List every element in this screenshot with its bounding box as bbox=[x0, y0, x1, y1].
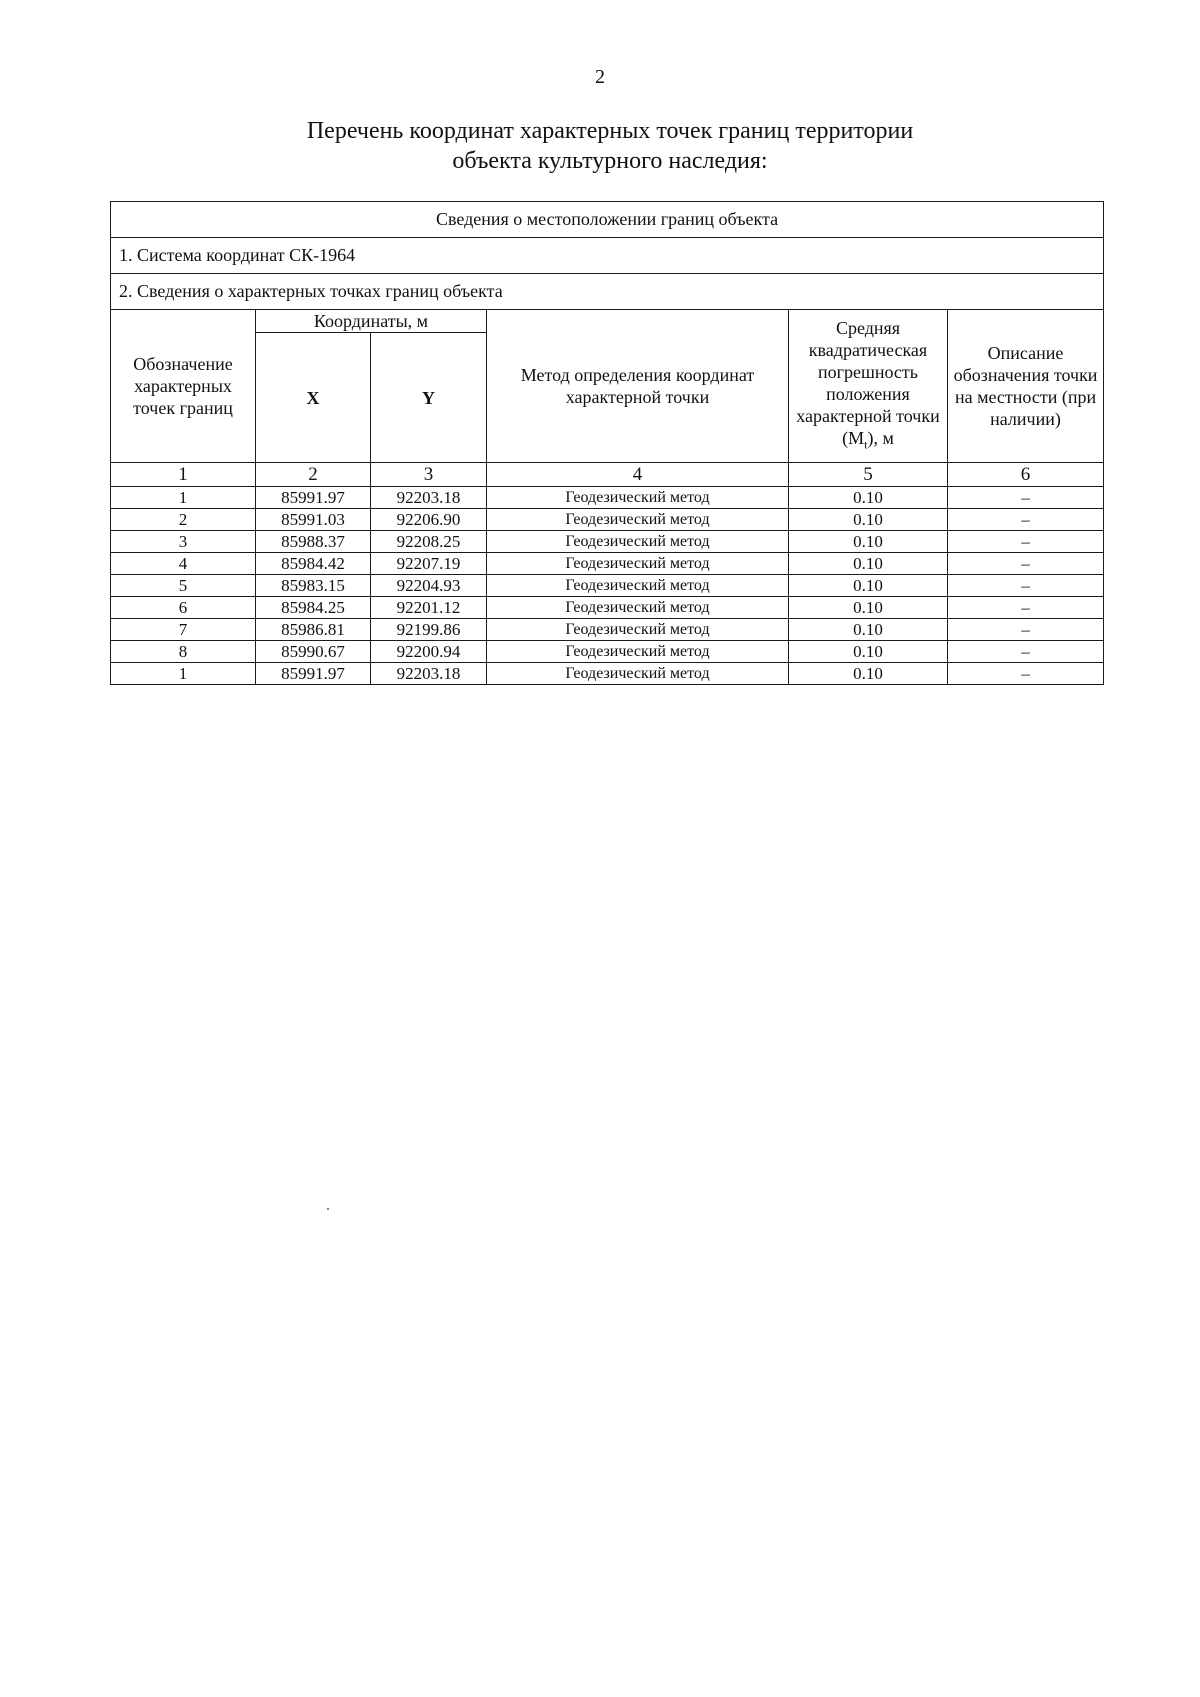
cell-x: 85990.67 bbox=[256, 641, 371, 663]
table-row bbox=[111, 641, 1104, 663]
cell-x: 85988.37 bbox=[256, 531, 371, 553]
cell-y: 92204.93 bbox=[371, 575, 487, 597]
cell-y: 92200.94 bbox=[371, 641, 487, 663]
coordinate-system: 1. Система координат СК-1964 bbox=[111, 238, 1104, 274]
cell-y: 92207.19 bbox=[371, 553, 487, 575]
cell-method: Геодезический метод bbox=[487, 509, 789, 531]
cell-accuracy: 0.10 bbox=[789, 575, 948, 597]
header-method: Метод определения координат характерной точки bbox=[487, 310, 789, 463]
title-line-2: объекта культурного наследия: bbox=[452, 148, 768, 174]
column-number: 6 bbox=[948, 463, 1104, 487]
cell-accuracy: 0.10 bbox=[789, 663, 948, 685]
cell-method: Геодезический метод bbox=[487, 575, 789, 597]
cell-point: 5 bbox=[111, 575, 256, 597]
table-row bbox=[111, 553, 1104, 575]
header-designation: Обозначение характерных точек границ bbox=[111, 310, 256, 463]
cell-y: 92203.18 bbox=[371, 663, 487, 685]
table-row bbox=[111, 619, 1104, 641]
cell-point: 3 bbox=[111, 531, 256, 553]
page-number: 2 bbox=[595, 66, 605, 88]
column-number: 5 bbox=[789, 463, 948, 487]
column-number: 1 bbox=[111, 463, 256, 487]
column-numbers-row bbox=[111, 463, 1104, 487]
cell-description: – bbox=[948, 575, 1104, 597]
cell-y: 92203.18 bbox=[371, 487, 487, 509]
cell-x: 85991.03 bbox=[256, 509, 371, 531]
section-title: Сведения о местоположении границ объекта bbox=[111, 202, 1104, 238]
header-y: Y bbox=[371, 333, 487, 463]
cell-description: – bbox=[948, 619, 1104, 641]
cell-accuracy: 0.10 bbox=[789, 553, 948, 575]
cell-description: – bbox=[948, 531, 1104, 553]
cell-point: 2 bbox=[111, 509, 256, 531]
cell-accuracy: 0.10 bbox=[789, 531, 948, 553]
cell-y: 92208.25 bbox=[371, 531, 487, 553]
cell-method: Геодезический метод bbox=[487, 597, 789, 619]
cell-method: Геодезический метод bbox=[487, 641, 789, 663]
cell-x: 85984.42 bbox=[256, 553, 371, 575]
cell-accuracy: 0.10 bbox=[789, 619, 948, 641]
cell-point: 6 bbox=[111, 597, 256, 619]
cell-method: Геодезический метод bbox=[487, 487, 789, 509]
cell-point: 1 bbox=[111, 663, 256, 685]
table-row bbox=[111, 531, 1104, 553]
scan-speck bbox=[327, 1208, 329, 1210]
table-row bbox=[111, 509, 1104, 531]
table-row bbox=[111, 663, 1104, 685]
cell-accuracy: 0.10 bbox=[789, 597, 948, 619]
table-row bbox=[111, 487, 1104, 509]
header-coordinates: Координаты, м bbox=[256, 310, 487, 333]
cell-method: Геодезический метод bbox=[487, 619, 789, 641]
header-accuracy: Средняя квадратическая погрешность положения характерной точки $(M_t)$, м bbox=[789, 310, 948, 463]
cell-accuracy: 0.10 bbox=[789, 641, 948, 663]
column-number: 4 bbox=[487, 463, 789, 487]
header-x: X bbox=[256, 333, 371, 463]
cell-x: 85986.81 bbox=[256, 619, 371, 641]
cell-description: – bbox=[948, 509, 1104, 531]
column-number: 3 bbox=[371, 463, 487, 487]
document-title bbox=[200, 116, 1020, 176]
points-heading: 2. Сведения о характерных точках границ объекта bbox=[111, 274, 1104, 310]
cell-point: 7 bbox=[111, 619, 256, 641]
cell-method: Геодезический метод bbox=[487, 663, 789, 685]
cell-y: 92199.86 bbox=[371, 619, 487, 641]
cell-description: – bbox=[948, 487, 1104, 509]
cell-accuracy: 0.10 bbox=[789, 509, 948, 531]
cell-x: 85991.97 bbox=[256, 487, 371, 509]
cell-x: 85984.25 bbox=[256, 597, 371, 619]
cell-y: 92206.90 bbox=[371, 509, 487, 531]
cell-description: – bbox=[948, 641, 1104, 663]
cell-point: 4 bbox=[111, 553, 256, 575]
cell-accuracy: 0.10 bbox=[789, 487, 948, 509]
cell-y: 92201.12 bbox=[371, 597, 487, 619]
column-number: 2 bbox=[256, 463, 371, 487]
title-line-1: Перечень координат характерных точек границ территории bbox=[306, 118, 914, 144]
cell-method: Геодезический метод bbox=[487, 531, 789, 553]
cell-x: 85991.97 bbox=[256, 663, 371, 685]
cell-method: Геодезический метод bbox=[487, 553, 789, 575]
cell-point: 1 bbox=[111, 487, 256, 509]
cell-point: 8 bbox=[111, 641, 256, 663]
header-description: Описание обозначения точки на местности (при наличии) bbox=[948, 310, 1104, 463]
cell-description: – bbox=[948, 553, 1104, 575]
cell-description: – bbox=[948, 597, 1104, 619]
coordinates-table bbox=[110, 201, 1104, 685]
cell-description: – bbox=[948, 663, 1104, 685]
cell-x: 85983.15 bbox=[256, 575, 371, 597]
table-body bbox=[111, 487, 1104, 685]
table-row bbox=[111, 597, 1104, 619]
table-row bbox=[111, 575, 1104, 597]
